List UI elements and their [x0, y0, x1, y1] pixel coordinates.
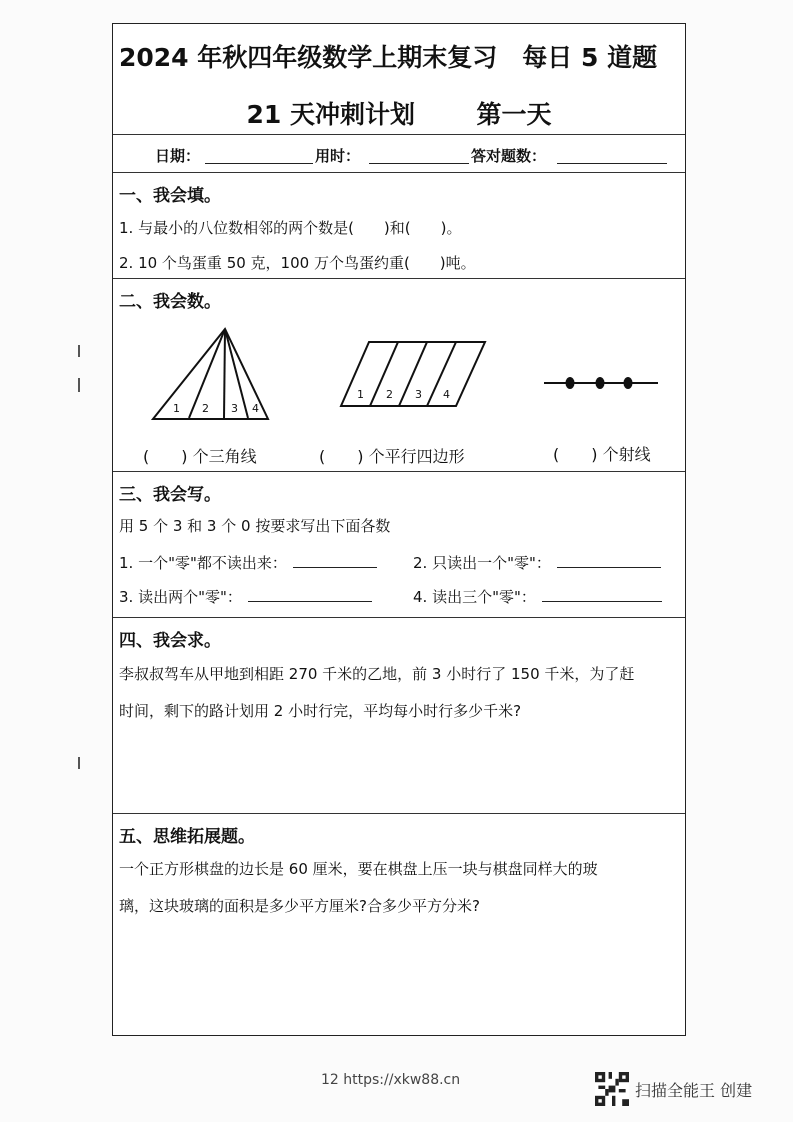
write-intro: 用 5 个 3 和 3 个 0 按要求写出下面各数	[119, 517, 391, 535]
subtitle-row	[113, 85, 685, 135]
problem-line-1: 李叔叔驾车从甲地到相距 270 千米的乙地，前 3 小时行了 150 千米，为了赶	[119, 665, 635, 683]
plan-title: 21 天冲刺计划	[246, 100, 416, 129]
svg-text:1: 1	[173, 402, 180, 415]
svg-text:4: 4	[252, 402, 259, 415]
section-count	[113, 279, 685, 472]
worksheet-title: 2024 年秋四年级数学上期末复习 每日 5 道题	[119, 43, 658, 72]
question-1-2: 2. 10 个鸟蛋重 50 克，100 万个鸟蛋约重( )吨。	[119, 254, 476, 272]
write-item-3-label: 3. 读出两个"零"：	[119, 588, 242, 606]
time-field[interactable]	[369, 163, 469, 164]
problem-line-1: 一个正方形棋盘的边长是 60 厘米，要在棋盘上压一块与棋盘同样大的玻	[119, 860, 598, 878]
scanner-watermark	[595, 1072, 752, 1106]
section-heading: 二、我会数。	[119, 292, 221, 312]
day-title: 第一天	[476, 100, 552, 129]
section-heading: 一、我会填。	[119, 186, 221, 206]
date-label: 日期：	[155, 147, 201, 165]
question-1-1: 1. 与最小的八位数相邻的两个数是( )和( )。	[119, 219, 462, 237]
svg-text:4: 4	[443, 388, 450, 401]
write-item-4	[413, 586, 662, 607]
write-item-3	[119, 586, 372, 607]
svg-text:3: 3	[415, 388, 422, 401]
time-label: 用时：	[315, 147, 361, 165]
page-number-url: 12 https://xkw88.cn	[321, 1072, 461, 1088]
section-heading: 四、我会求。	[119, 631, 221, 651]
section-heading: 三、我会写。	[119, 485, 221, 505]
section-write	[113, 472, 685, 618]
write-item-2-label: 2. 只读出一个"零"：	[413, 554, 551, 572]
date-field[interactable]	[205, 163, 313, 164]
parallelogram-figure	[339, 339, 487, 411]
write-item-1-label: 1. 一个"零"都不读出来：	[119, 554, 287, 572]
triangle-fan-figure	[151, 327, 271, 423]
qr-code-icon	[595, 1072, 629, 1106]
section-fill	[113, 173, 685, 279]
svg-text:1: 1	[357, 388, 364, 401]
problem-line-2: 时间，剩下的路计划用 2 小时行完，平均每小时行多少千米?	[119, 702, 522, 720]
ray-caption: ( ) 个射线	[553, 445, 651, 464]
write-item-2	[413, 552, 661, 573]
svg-text:2: 2	[386, 388, 393, 401]
svg-text:2: 2	[202, 402, 209, 415]
scan-edge-mark	[78, 757, 80, 769]
write-item-3-blank[interactable]	[248, 601, 372, 602]
correct-count-label: 答对题数：	[471, 147, 547, 165]
scan-edge-mark	[78, 345, 80, 357]
write-item-4-label: 4. 读出三个"零"：	[413, 588, 536, 606]
parallelogram-caption: ( ) 个平行四边形	[319, 447, 465, 466]
scanner-label: 扫描全能王 创建	[635, 1080, 753, 1100]
svg-text:3: 3	[231, 402, 238, 415]
scan-edge-mark	[78, 378, 80, 392]
problem-line-2: 璃，这块玻璃的面积是多少平方厘米?合多少平方分米?	[119, 897, 480, 915]
meta-row	[113, 135, 685, 173]
correct-count-field[interactable]	[557, 163, 667, 164]
section-solve	[113, 618, 685, 814]
ray-points-figure	[543, 376, 659, 390]
title-row	[113, 24, 685, 85]
write-item-1	[119, 552, 377, 573]
write-item-2-blank[interactable]	[557, 567, 661, 568]
triangle-caption: ( ) 个三角线	[143, 447, 257, 466]
write-item-4-blank[interactable]	[542, 601, 662, 602]
section-extension	[113, 814, 685, 1036]
worksheet	[112, 23, 686, 1036]
write-item-1-blank[interactable]	[293, 567, 377, 568]
section-heading: 五、思维拓展题。	[119, 827, 255, 847]
